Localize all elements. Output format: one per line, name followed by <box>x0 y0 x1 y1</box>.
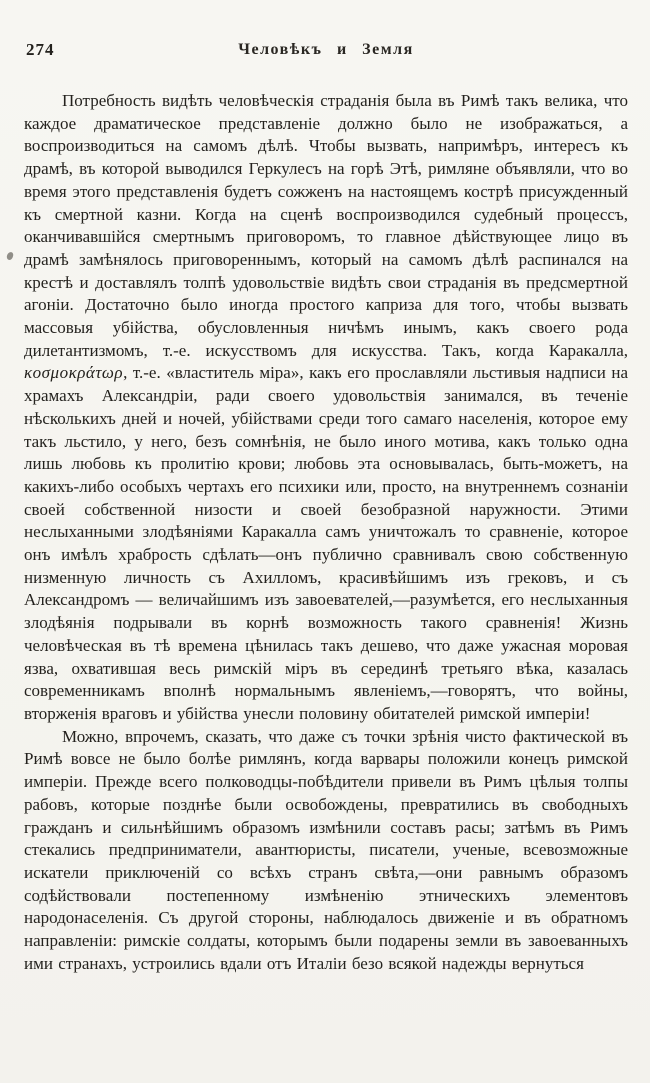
page-header <box>24 40 628 64</box>
paragraph-1 <box>24 90 628 726</box>
page-body <box>24 90 628 975</box>
greek-term: κοσμοκράτωρ <box>24 363 124 383</box>
paragraph-1-text-after: , т.-е. «властитель міра», какъ его прославляли льстивыя надписи на храмахъ Александріи, ради своего удовольствія занимался, въ теченіе нѣсколькихъ дней и ночей, убійствами среди того самаго населенія, которое ему такъ льстило, у него, безъ сомнѣнія, не было иного мотива, какъ только одна лишь любовь къ пролитію крови; любовь эта основывалась, быть-можетъ, на какихъ-либо особыхъ чертахъ его психики или, просто, на внутреннемъ сознаніи своей собственной низости и своей безобразной наружности. Этими неслыханными злодѣяніями Каракалла самъ уничтожалъ то сравненіе, которое онъ имѣлъ храбрость сдѣлать—онъ публично сравнивалъ свою собственную низменную личность съ Ахилломъ, красивѣйшимъ изъ грековъ, и съ Александромъ — величайшимъ изъ завоевателей,—разумѣется, его неслыханныя злодѣянія подрывали въ корнѣ возможность такого сравненія! Жизнь человѣческая въ тѣ времена цѣнилась такъ дешево, что даже ужасная моровая язва, охватившая весь римскій міръ въ серединѣ третьяго вѣка, казалась современникамъ вполнѣ нормальнымъ явленіемъ,—говорятъ, что войны, вторженія враговъ и убійства унесли половину обитателей римской имперіи! <box>24 363 628 723</box>
paragraph-2: Можно, впрочемъ, сказать, что даже съ точки зрѣнія чисто фактической въ Римѣ вовсе не было болѣе римлянъ, когда варвары положили конецъ римской имперіи. Прежде всего полководцы-побѣдители привели въ Римъ цѣлыя толпы рабовъ, которые позднѣе были освобождены, превратились въ свободныхъ гражданъ и сильнѣйшимъ образомъ измѣнили составъ расы; затѣмъ въ Римъ стекались предприниматели, авантюристы, писатели, ученые, всевозможные искатели приключеній со всѣхъ странъ свѣта,—они равнымъ образомъ содѣйствовали постепенному измѣненію этническихъ элементовъ народонаселенія. Съ другой стороны, наблюдалось движеніе и въ обратномъ направленіи: римскіе солдаты, которымъ были подарены земли въ завоеванныхъ ими странахъ, устроились вдали отъ Италіи безо всякой надежды вернуться <box>24 726 628 973</box>
scan-artifact <box>6 251 14 260</box>
page-number: 274 <box>26 40 55 59</box>
running-title: Человѣкъ и Земля <box>238 41 414 58</box>
paragraph-1-text-before: Потребность видѣть человѣческія страданія была въ Римѣ такъ велика, что каждое драматическое представленіе должно было не изображаться, а воспроизводиться на самомъ дѣлѣ. Чтобы вызвать, напримѣръ, интересъ къ драмѣ, въ которой выводился Геркулесъ на горѣ Этѣ, римляне объявляли, что во время этого представленія будетъ сожженъ на настоящемъ кострѣ присужденный къ смертной казни. Когда на сценѣ воспроизводился судебный процессъ, оканчивавшійся смертнымъ приговоромъ, то главное дѣйствующее лицо въ драмѣ замѣнялось приговореннымъ, который на самомъ дѣлѣ распинался на крестѣ и доставлялъ толпѣ удовольствіе видѣть свои страданія въ предсмертной агоніи. Достаточно было иногда простого каприза для того, чтобы вызвать массовыя убійства, обусловленныя ничѣмъ инымъ, какъ своего рода дилетантизмомъ, т.-е. искусствомъ для искусства. Такъ, когда Каракалла, <box>24 91 628 360</box>
